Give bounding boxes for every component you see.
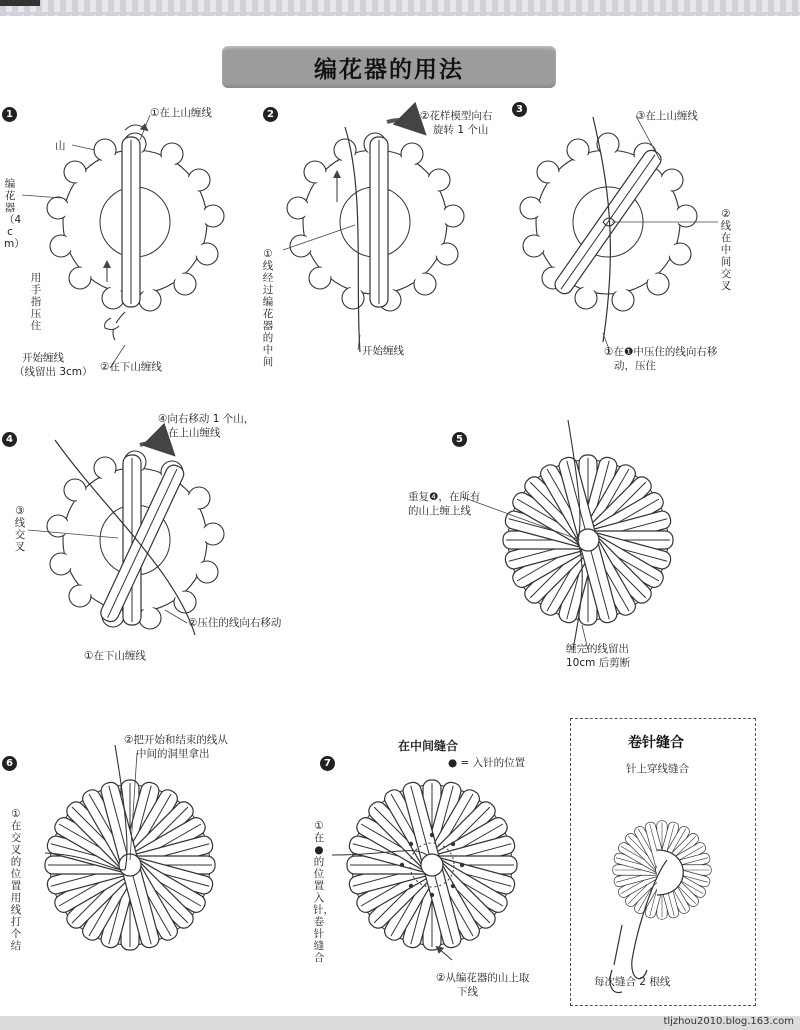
step4-diagram [47,440,224,635]
step4-pressed-label: ②压住的线向右移动 [188,617,282,629]
step-number-5: 5 [452,432,467,447]
step5-diagram [503,420,673,650]
page-title: 编花器的用法 [314,56,464,83]
step3-top-label: ③在上山缠线 [636,110,698,122]
whip-stitch-sub: 针上穿线缝合 [626,763,689,775]
step2-through-label: ①线经过编花器的中间 [262,248,274,368]
step2-diagram [287,120,464,352]
footer-watermark: tljzhou2010.blog.163.com [663,1016,794,1027]
step5-repeat-label-1: 重复❹，在所有 [408,491,481,503]
step5-cut-label-1: 缠完的线留出 [566,643,629,655]
step7-legend: ● = 入针的位置 [448,757,526,769]
step-number-6: 6 [2,756,17,771]
step7-remove-label-1: ②从编花器的山上取 [436,972,530,984]
step4-move-label-1: ④向右移动 1 个山， [158,413,255,425]
step6-pull-label-2: 中间的洞里拿出 [136,748,210,760]
step1-top-label: ①在上山缠线 [150,107,212,119]
whip-stitch-title: 卷针缝合 [628,735,684,751]
step6-diagram [45,745,215,950]
whip-stitch-box [570,718,756,1006]
step4-move-label-2: 在上山缠线 [168,427,221,439]
step6-pull-label-1: ②把开始和结束的线从 [124,734,228,746]
step1-start-label: 开始缠线 [22,352,64,364]
whip-stitch-note: 每次缝合 2 根线 [594,976,671,988]
step7-diagram [332,780,517,960]
step-number-1: 1 [2,107,17,122]
step-number-2: 2 [263,107,278,122]
step7-heading: 在中间缝合 [398,739,459,753]
step3-diagram [520,117,697,342]
step5-repeat-label-2: 的山上缠上线 [408,505,471,517]
step-number-7: 7 [320,756,335,771]
step2-rotate-label-2: 旋转 1 个山 [433,124,489,136]
step1-diagram [47,125,224,340]
step1-start-note: （线留出 3cm） [14,366,93,378]
step5-cut-label-2: 10cm 后剪断 [566,657,631,669]
step1-mountain-label: 山 [55,140,66,152]
step7-stitch-label: ①在●的位置入针，卷针缝合 [313,820,334,964]
step2-start-label: 开始缠线 [362,345,404,357]
step2-rotate-label-1: ②花样模型向右 [420,110,493,122]
step1-tool-label: 编花器（4cm） [4,178,25,250]
step1-bottom-label: ②在下山缠线 [100,361,162,373]
step3-move-label-1: ①在❶中压住的线向右移 [604,346,718,358]
step7-remove-label-2: 下线 [457,986,478,998]
step3-move-label-2: 动，压住 [614,360,656,372]
step1-press-label: 用手指压住 [30,272,42,332]
step-number-4: 4 [2,432,17,447]
step-number-3: 3 [512,102,527,117]
step4-bottom-label: ①在下山缠线 [84,650,146,662]
step6-knot-label: ①在交叉的位置用线打个结 [10,808,22,952]
step4-cross-label: ③线交叉 [14,505,26,553]
step3-cross-label: ②线在中间交叉 [720,208,732,292]
